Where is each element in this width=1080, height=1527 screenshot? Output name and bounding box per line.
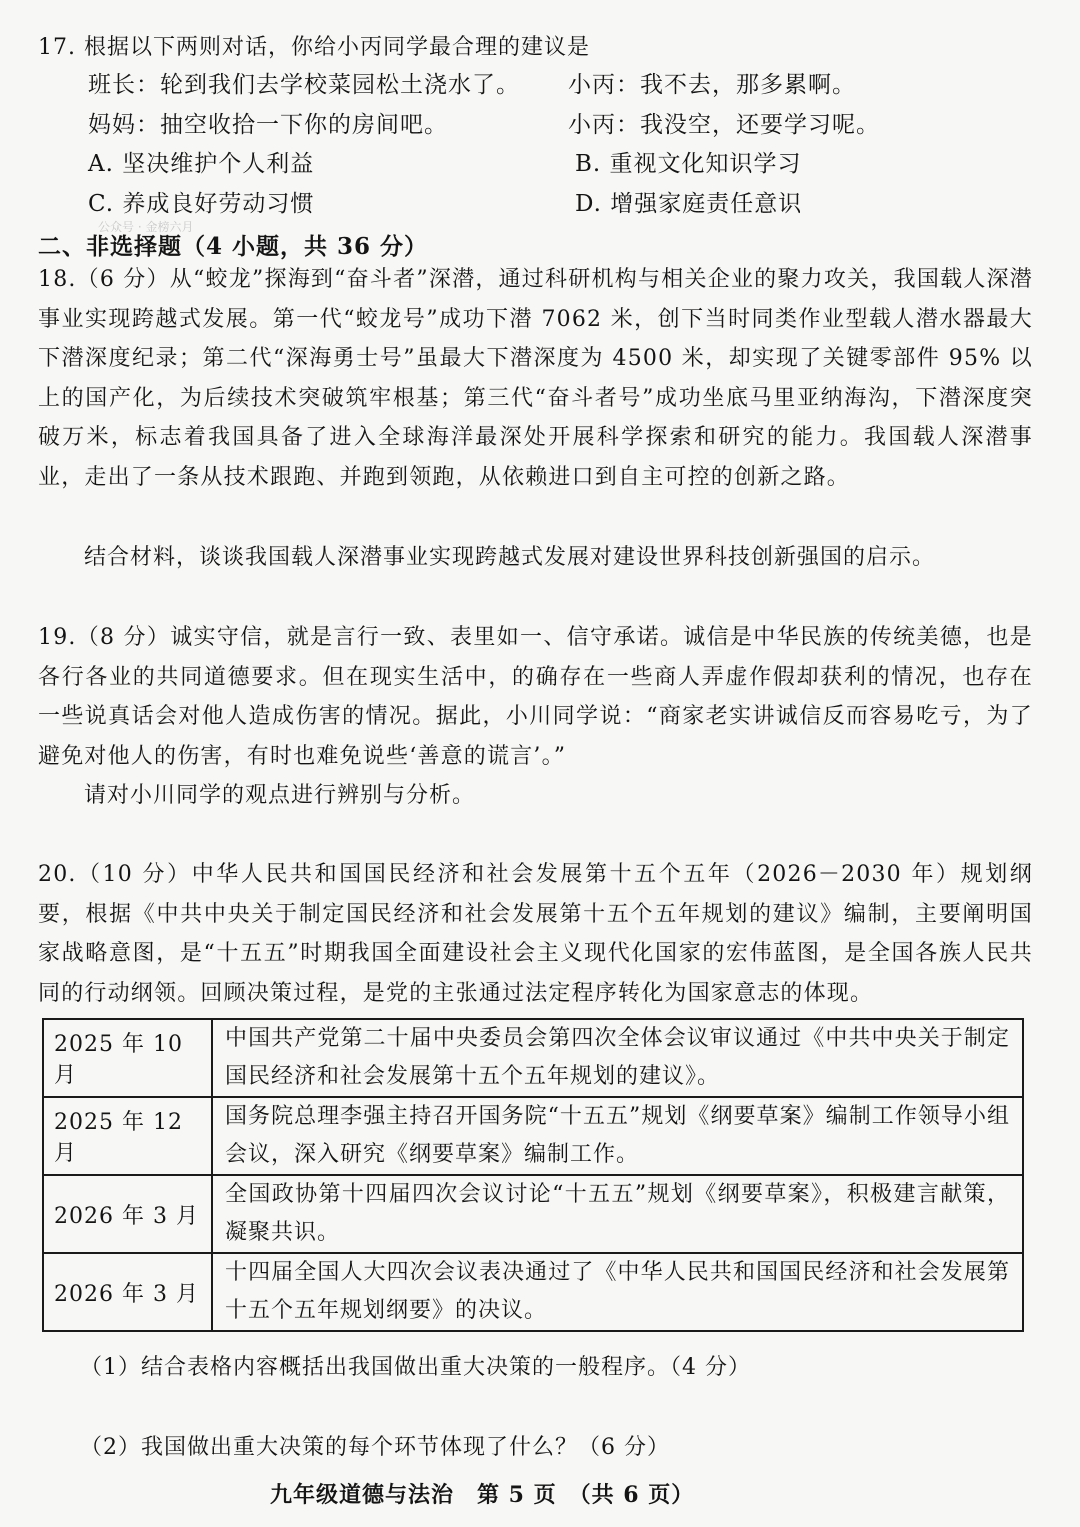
q17-dialog-1-right: 小丙：我不去，那多累啊。 [568, 72, 856, 98]
table-event: 十四届全国人大四次会议表决通过了《中华人民共和国国民经济和社会发展第十五个五年规划纲要》的决议。 [212, 1253, 1023, 1331]
table-row [43, 1019, 1023, 1097]
q20-subquestion-1: （1）结合表格内容概括出我国做出重大决策的一般程序。（4 分） [80, 1355, 751, 1380]
table-event: 全国政协第十四届四次会议讨论“十五五”规划《纲要草案》，积极建言献策，凝聚共识。 [212, 1175, 1023, 1253]
table-date: 2025 年 10 月 [43, 1019, 212, 1097]
q17-option-a: A. 坚决维护个人利益 [88, 151, 315, 177]
q17-dialog-2-left: 妈妈：抽空收拾一下你的房间吧。 [88, 112, 448, 138]
page-footer: 九年级道德与法治 第 5 页 （共 6 页） [270, 1482, 695, 1508]
table-row [43, 1175, 1023, 1253]
q18-material: 18.（6 分）从“蛟龙”探海到“奋斗者”深潜，通过科研机构与相关企业的聚力攻关，我国载人深潜事业实现跨越式发展。第一代“蛟龙号”成功下潜 7062 米，创下当时同类作业型载人潜水器最大下潜深度纪录；第二代“深海勇士号”虽最大下潜深度为 4500 米，却实现了关键零部件 95% 以上的国产化，为后续技术突破筑牢根基；第三代“奋斗者号”成功坐底马里亚纳海沟，下潜深度突破万米，标志着我国具备了进入全球海洋最深处开展科学探索和研究的能力。我国载人深潜事业，走出了一条从技术跟跑、并跑到领跑，从依赖进口到自主可控的创新之路。 [38, 267, 1033, 490]
q20-material: 20.（10 分）中华人民共和国国民经济和社会发展第十五个五年（2026－2030 年）规划纲要，根据《中共中央关于制定国民经济和社会发展第十五个五年规划的建议》编制，主要阐明国家战略意图，是“十五五”时期我国全面建设社会主义现代化国家的宏伟蓝图，是全国各族人民共同的行动纲领。回顾决策过程，是党的主张通过法定程序转化为国家意志的体现。 [38, 862, 1033, 1006]
watermark: 公众号 · 金榜六月 [98, 220, 194, 234]
table-date: 2026 年 3 月 [43, 1175, 212, 1253]
q17-dialog-2-right: 小丙：我没空，还要学习呢。 [568, 112, 880, 138]
q17-title: 17. 根据以下两则对话，你给小丙同学最合理的建议是 [38, 35, 590, 60]
q17-dialog-1-left: 班长：轮到我们去学校菜园松土浇水了。 [88, 72, 520, 98]
q17-option-b: B. 重视文化知识学习 [575, 151, 802, 177]
section-heading: 二、非选择题（4 小题，共 36 分） [38, 233, 429, 260]
q19-question: 请对小川同学的观点进行辨别与分析。 [84, 783, 476, 808]
table-event: 国务院总理李强主持召开国务院“十五五”规划《纲要草案》编制工作领导小组会议，深入研究《纲要草案》编制工作。 [212, 1097, 1023, 1175]
decision-process-table [42, 1018, 1024, 1332]
q18-question: 结合材料，谈谈我国载人深潜事业实现跨越式发展对建设世界科技创新强国的启示。 [84, 545, 936, 570]
table-date: 2025 年 12 月 [43, 1097, 212, 1175]
q17-option-d: D. 增强家庭责任意识 [575, 191, 803, 217]
table-row [43, 1097, 1023, 1175]
table-row [43, 1253, 1023, 1331]
q19-material: 19.（8 分）诚实守信，就是言行一致、表里如一、信守承诺。诚信是中华民族的传统美德，也是各行各业的共同道德要求。但在现实生活中，的确存在一些商人弄虚作假却获利的情况，也存在一些说真话会对他人造成伤害的情况。据此，小川同学说：“商家老实讲诚信反而容易吃亏，为了避免对他人的伤害，有时也难免说些‘善意的谎言’。” [38, 625, 1033, 769]
q20-subquestion-2: （2）我国做出重大决策的每个环节体现了什么？（6 分） [80, 1435, 670, 1460]
table-date: 2026 年 3 月 [43, 1253, 212, 1331]
q17-option-c: C. 养成良好劳动习惯 [88, 191, 315, 217]
table-event: 中国共产党第二十届中央委员会第四次全体会议审议通过《中共中央关于制定国民经济和社会发展第十五个五年规划的建议》。 [212, 1019, 1023, 1097]
